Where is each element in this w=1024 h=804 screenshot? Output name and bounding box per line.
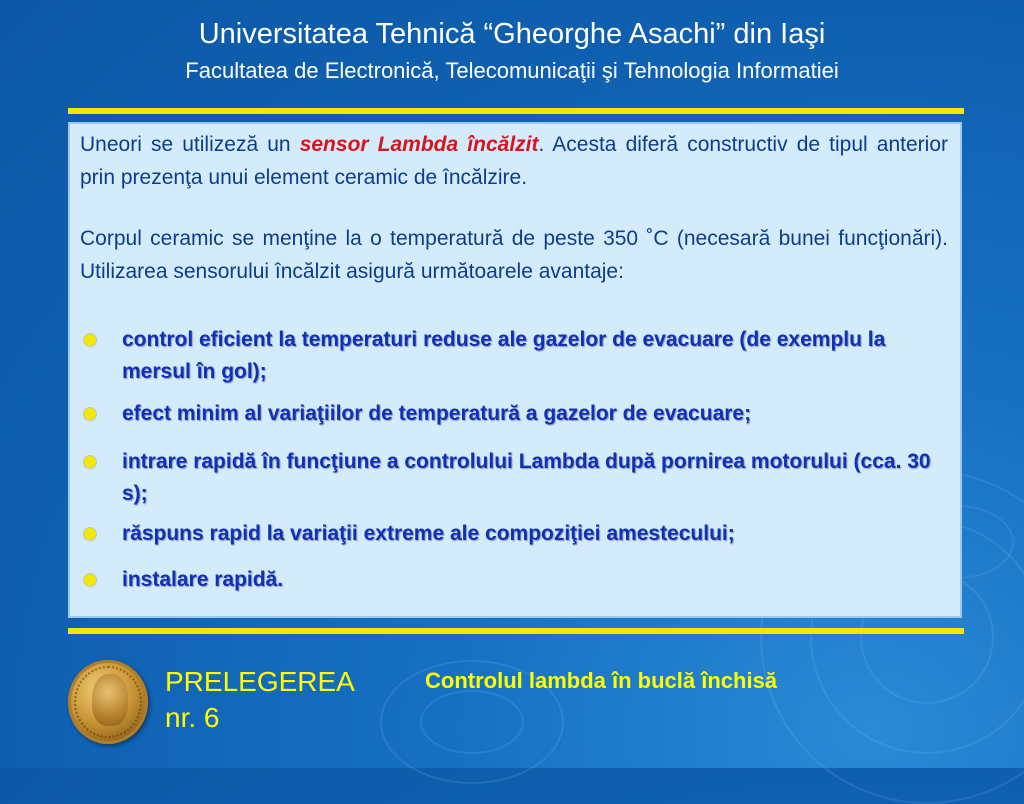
university-title: Universitatea Tehnică “Gheorghe Asachi” din Iaşi (198, 18, 826, 50)
university-medal-logo (68, 660, 148, 744)
ripple-decoration (420, 690, 524, 754)
bullet-icon (84, 574, 96, 586)
intro-text-start: Uneori se utilizeză un (80, 133, 300, 156)
list-item-text: control eficient la temperaturi reduse ale gazelor de evacuare (de exemplu la mersul în gol); (122, 328, 886, 383)
paragraph-ceramic-body: Corpul ceramic se menţine la o temperatură de peste 350 ˚C (necesară bunei funcţionări). Utilizarea sensorului încălzit asigură următoarele avantaje: (80, 227, 948, 283)
list-item-text: răspuns rapid la variaţii extreme ale compoziţiei amestecului; (122, 522, 735, 545)
faculty-subtitle: Facultatea de Electronică, Telecomunicaţii şi Tehnologia Informatiei (185, 58, 839, 83)
bullet-icon (84, 408, 96, 420)
bullet-icon (84, 528, 96, 540)
list-item-text: efect minim al variaţiilor de temperatură a gazelor de evacuare; (122, 402, 752, 425)
bullet-icon (84, 456, 96, 468)
list-item-text: intrare rapidă în funcţiune a controlului Lambda după pornirea motorului (cca. 30 s); (122, 450, 931, 505)
lecture-number: nr. 6 (165, 702, 220, 733)
bullet-icon (84, 334, 96, 346)
lecture-label (165, 664, 355, 736)
list-item-text: instalare rapidă. (122, 568, 284, 591)
intro-text-end: . Acesta diferă constructiv de tipul anterior prin prezenţa unui element ceramic de încălzire. (80, 133, 948, 189)
emphasis-term: sensor Lambda încălzit (299, 133, 539, 156)
lecture-title: PRELEGEREA (165, 666, 355, 697)
paragraph-intro (80, 128, 948, 194)
bottom-divider (68, 628, 964, 634)
lecture-topic: Controlul lambda în buclă închisă (425, 668, 778, 693)
top-divider (68, 108, 964, 114)
